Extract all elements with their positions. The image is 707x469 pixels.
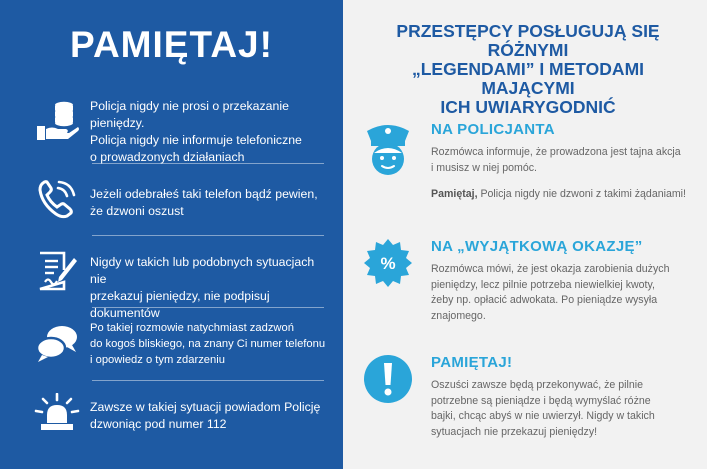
tip-text-call-family: Po takiej rozmowie natychmiast zadzwoń do kogoś bliskiego, na znany Ci numer telefonu i opowiedz o tym zdarzeniu xyxy=(90,322,326,366)
svg-text:%: % xyxy=(380,254,396,273)
divider xyxy=(92,235,324,236)
coins-hand-icon xyxy=(34,100,80,142)
percent-badge-icon xyxy=(363,238,413,288)
section-heading-opportunity: NA „WYJĄTKOWĄ OKAZJĘ” xyxy=(431,238,643,255)
left-title: PAMIĘTAJ! xyxy=(70,24,273,65)
phone-icon xyxy=(34,178,80,220)
section-heading-remember: PAMIĘTAJ! xyxy=(431,354,513,371)
policeman-icon xyxy=(363,121,413,171)
divider xyxy=(92,163,324,164)
divider xyxy=(92,307,324,308)
police-siren-icon xyxy=(34,393,80,435)
tip-text-notify-police: Zawsze w takiej sytuacji powiadom Policję dzwoniąc pod numer 112 xyxy=(90,400,321,431)
section-heading-policeman: NA POLICJANTA xyxy=(431,121,555,138)
divider xyxy=(92,380,324,381)
section-body-policeman: Rozmówca informuje, że prowadzona jest tajna akcja i musisz w niej pomóc. xyxy=(431,146,681,174)
speech-bubbles-icon xyxy=(34,324,80,366)
tip-text-no-money: Policja nigdy nie prosi o przekazanie pieniędzy. Policja nigdy nie informuje telefoniczne o prowadzonych działaniach xyxy=(90,99,302,164)
right-title: PRZESTĘPCY POSŁUGUJĄ SIĘ RÓŻNYMI „LEGENDAMI” I METODAMI MAJĄCYMI ICH UWIARYGODNIĆ xyxy=(396,21,660,117)
exclamation-icon xyxy=(363,354,413,404)
section-body-opportunity: Rozmówca mówi, że jest okazja zarobienia dużych pieniędzy, lecz pilnie potrzeba niewielkiej kwoty, żeby np. opłacić adwokata. Po pieniądze wysyła znajomego. xyxy=(431,263,670,322)
note-bold: Pamiętaj, xyxy=(431,188,478,200)
tip-text-documents: Nigdy w takich lub podobnych sytuacjach nie przekazuj pieniędzy, nie podpisuj dokumentów xyxy=(90,255,315,320)
section-body-remember: Oszuści zawsze będą przekonywać, że pilnie potrzebne są pieniądze i będą wymyślać różne bajki, chcąc abyś w nie uwierzył. Nigdy w takich sytuacjach nie przekazuj pieniędzy! xyxy=(431,379,655,438)
left-panel xyxy=(0,0,343,469)
document-sign-icon xyxy=(34,250,80,292)
right-panel xyxy=(343,0,707,469)
note-rest: Policja nigdy nie dzwoni z takimi żądaniami! xyxy=(477,188,686,200)
section-note-policeman xyxy=(431,187,695,203)
tip-text-phone: Jeżeli odebrałeś taki telefon bądź pewien, że dzwoni oszust xyxy=(90,187,318,218)
